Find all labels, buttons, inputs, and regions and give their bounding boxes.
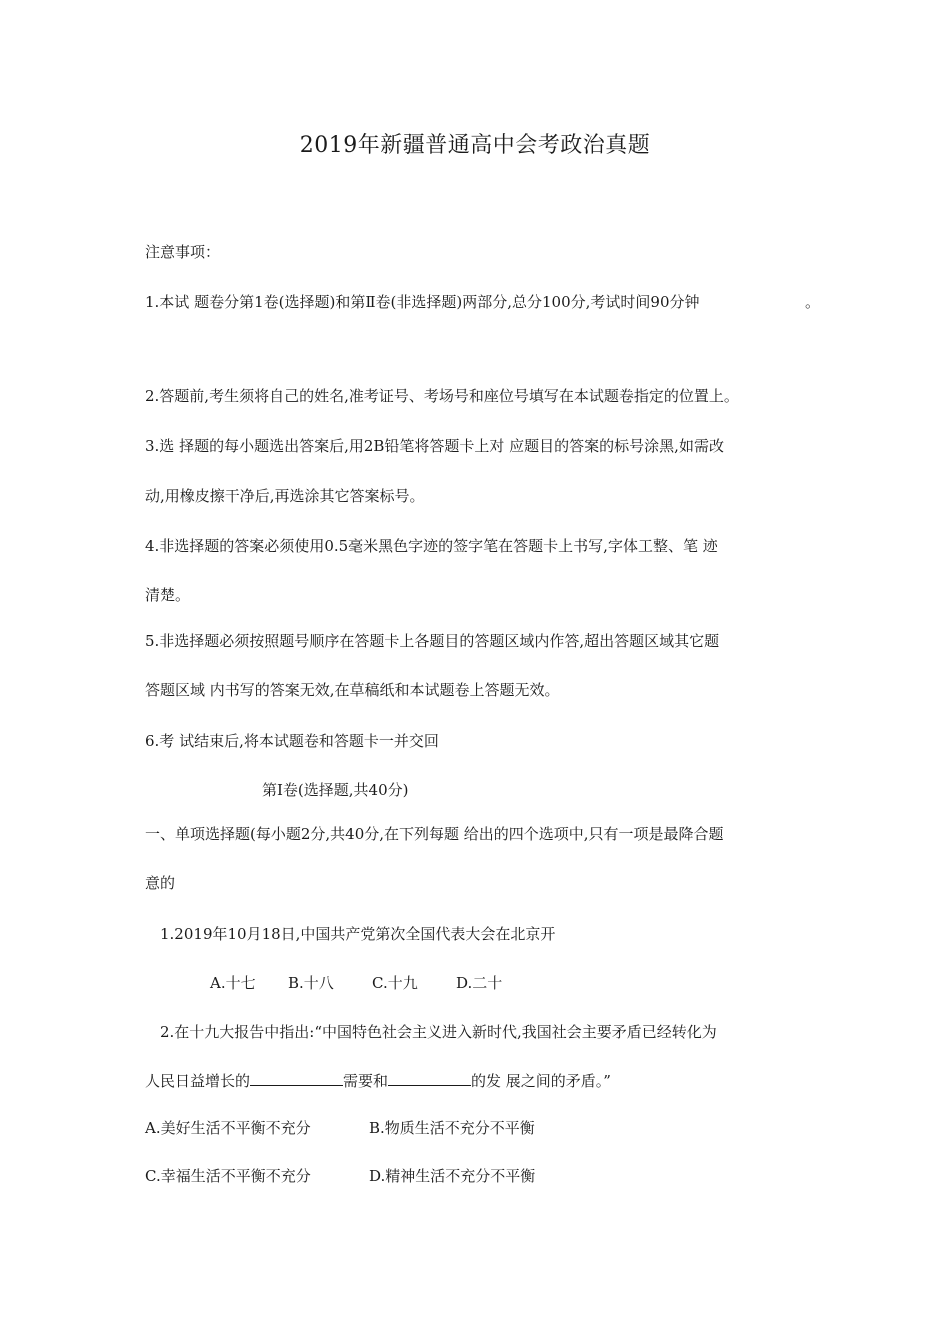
section-instructions: 一、单项选择题(每小题2分,共40分,在下列每题 给出的四个选项中,只有一项是最降合题 [145,825,724,843]
q2-stem-part-a: 人民日益增长的 [145,1072,251,1090]
notice-item-1: 1.本试 题卷分第1卷(选择题)和第Ⅱ卷(非选择题)两部分,总分100分,考试时间90分钟 [145,293,700,311]
notice-heading: 注意事项： [145,243,221,261]
q2-stem-part-b: 需要和 [343,1072,389,1090]
notice-item-3-cont: 动,用橡皮擦干净后,再选涂其它答案标号。 [145,487,425,505]
notice-item-4: 4.非选择题的答案必须使用0.5毫米黑色字迹的签字笔在答题卡上书写,字体工整、笔 迹 [145,537,718,555]
q1-option-a: A.十七 [210,974,256,992]
notice-item-5-cont: 答题区域 内书写的答案无效,在草稿纸和本试题卷上答题无效。 [145,681,560,699]
q1-option-b: B.十八 [288,974,334,992]
section-instructions-cont: 意的 [145,874,176,892]
notice-item-4-cont: 清楚。 [145,586,191,604]
notice-item-2: 2.答题前,考生须将自己的姓名,准考证号、考场号和座位号填写在本试题卷指定的位置上。 [145,387,739,405]
document-title: 2019年新疆普通高中会考政治真题 [299,133,651,158]
question-1-options [210,973,502,993]
question-2-stem-line2 [145,1070,611,1091]
notice-item-1-period: 。 [805,293,821,311]
q2-option-a: A.美好生活不平衡不充分 [145,1119,311,1137]
q2-blank-1 [250,1070,343,1086]
q2-blank-2 [388,1070,471,1086]
q2-option-b: B.物质生活不充分不平衡 [369,1119,535,1137]
q2-option-d: D.精神生活不充分不平衡 [369,1167,536,1185]
section-title: 第Ⅰ卷(选择题,共40分) [262,781,409,799]
q2-option-c: C.幸福生活不平衡不充分 [145,1167,311,1185]
notice-item-5: 5.非选择题必须按照题号顺序在答题卡上各题目的答题区域内作答,超出答题区域其它题 [145,632,720,650]
q1-option-d: D.二十 [456,974,503,992]
question-1-stem: 1.2019年10月18日,中国共产党第次全国代表大会在北京开 [160,925,556,943]
q2-stem-part-c: 的发 展之间的矛盾。” [471,1072,611,1090]
question-2-stem-line1: 2.在十九大报告中指出:“中国特色社会主义进入新时代,我国社会主要矛盾已经转化为 [160,1023,717,1041]
q1-option-c: C.十九 [372,974,418,992]
notice-item-6: 6.考 试结束后,将本试题卷和答题卡一并交回 [145,732,439,750]
notice-item-3: 3.选 择题的每小题选出答案后,用2B铅笔将答题卡上对 应题目的答案的标号涂黑,如需改 [145,437,724,455]
